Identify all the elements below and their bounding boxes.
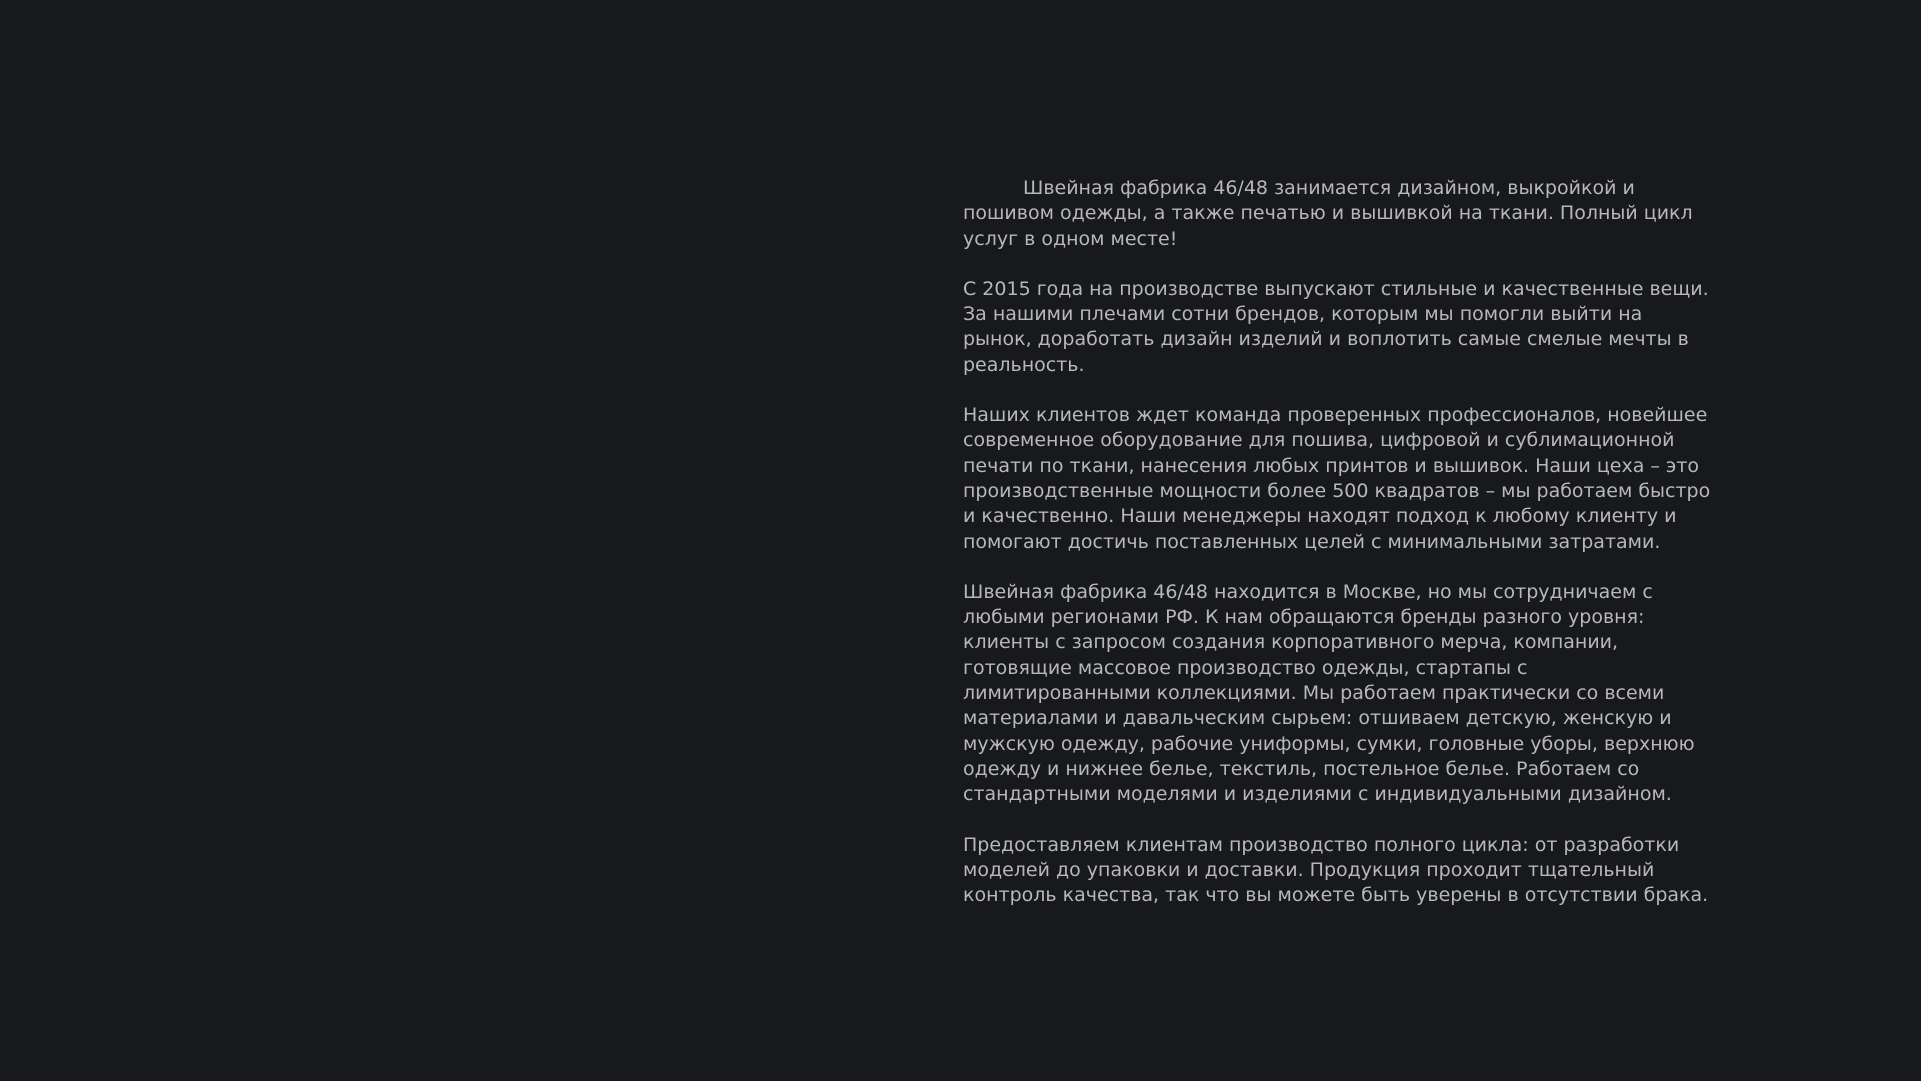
about-paragraph-intro: Швейная фабрика 46/48 занимается дизайном, выкройкой и пошивом одежды, а также печатью и вышивкой на ткани. Полный цикл услуг в одном месте!	[963, 177, 1693, 250]
about-paragraph-full-cycle: Предоставляем клиентам производство полного цикла: от разработки моделей до упаковки и доставки. Продукция проходит тщательный контроль качества, так что вы можете быть уверены в отсутствии брака.	[963, 833, 1709, 907]
about-paragraph-team: Наших клиентов ждет команда проверенных профессионалов, новейшее современное оборудование для пошива, цифровой и сублимационной печати по ткани, нанесения любых принтов и вышивок. Наши цеха – это производственные мощности более 500 квадратов – мы работаем быстро и качественно. Наши менеджеры находят подход к любому клиенту и помогают достичь поставленных целей с минимальными затратами.	[963, 404, 1711, 553]
about-text-block	[963, 176, 1715, 933]
about-paragraph-history: С 2015 года на производстве выпускают стильные и качественные вещи. За нашими плечами сотни брендов, которым мы помогли выйти на рынок, доработать дизайн изделий и воплотить самые смелые мечты в реальность.	[963, 277, 1709, 376]
about-paragraph-location: Швейная фабрика 46/48 находится в Москве, но мы сотрудничаем с любыми регионами РФ. К нам обращаются бренды разного уровня: клиенты с запросом создания корпоративного мерча, компании, готовящие массовое производство одежды, стартапы с лимитированными коллекциями. Мы работаем практически со всеми материалами и давальческим сырьем: отшиваем детскую, женскую и мужскую одежду, рабочие униформы, сумки, головные уборы, верхнюю одежду и нижнее белье, текстиль, постельное белье. Работаем со стандартными моделями и изделиями с индивидуальными дизайном.	[963, 580, 1695, 806]
